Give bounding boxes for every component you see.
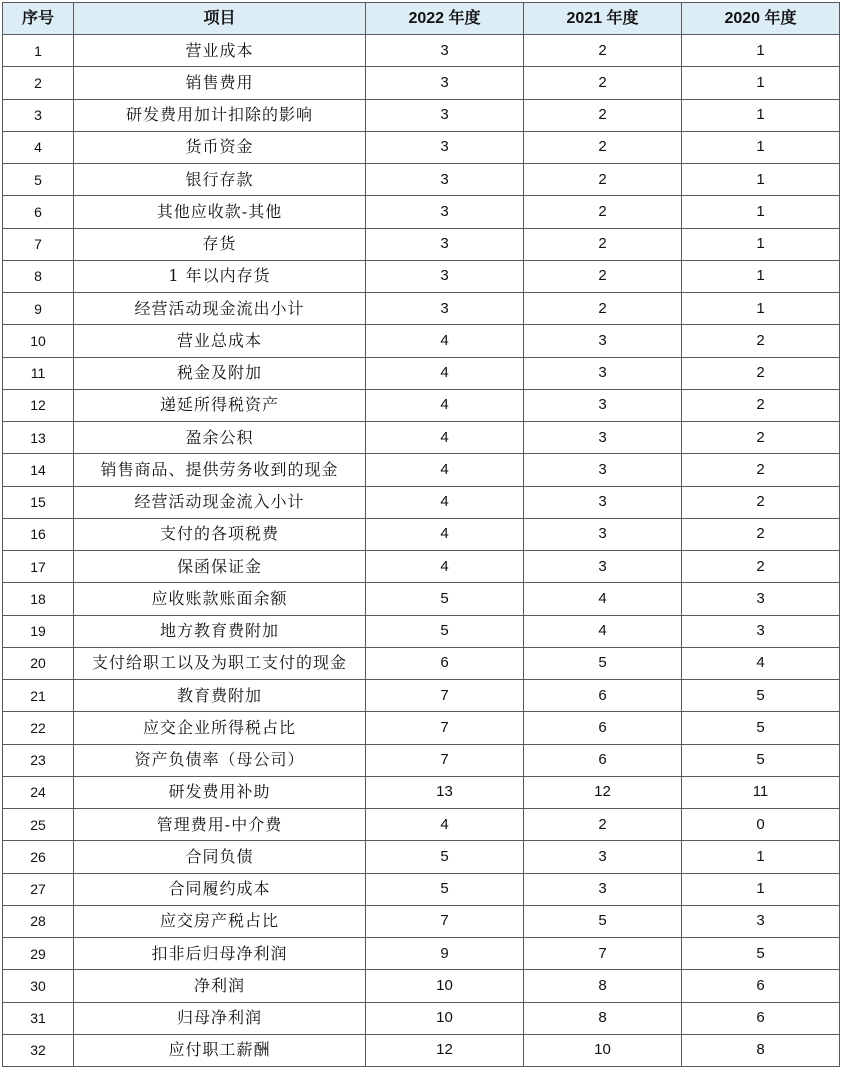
cell-2022: 3 — [366, 67, 524, 99]
table-row — [3, 551, 840, 583]
cell-2020: 1 — [682, 293, 840, 325]
row-item: 应收账款账面余额 — [74, 583, 366, 615]
row-item: 教育费附加 — [74, 680, 366, 712]
table-row — [3, 841, 840, 873]
header-year-2020: 2020 年度 — [682, 3, 840, 35]
cell-2021: 2 — [524, 164, 682, 196]
row-index: 3 — [3, 99, 74, 131]
table-row — [3, 164, 840, 196]
row-index: 24 — [3, 776, 74, 808]
cell-2020: 1 — [682, 260, 840, 292]
cell-2021: 2 — [524, 260, 682, 292]
cell-2021: 2 — [524, 99, 682, 131]
cell-2021: 3 — [524, 454, 682, 486]
table-row — [3, 454, 840, 486]
row-item: 应交房产税占比 — [74, 905, 366, 937]
row-item: 1 年以内存货 — [74, 260, 366, 292]
row-item: 支付给职工以及为职工支付的现金 — [74, 647, 366, 679]
row-index: 21 — [3, 680, 74, 712]
cell-2020: 1 — [682, 164, 840, 196]
row-item: 银行存款 — [74, 164, 366, 196]
cell-2022: 9 — [366, 938, 524, 970]
row-index: 10 — [3, 325, 74, 357]
cell-2021: 8 — [524, 1002, 682, 1034]
cell-2022: 3 — [366, 228, 524, 260]
cell-2022: 3 — [366, 99, 524, 131]
cell-2022: 3 — [366, 35, 524, 67]
row-index: 19 — [3, 615, 74, 647]
row-index: 2 — [3, 67, 74, 99]
row-item: 保函保证金 — [74, 551, 366, 583]
row-index: 8 — [3, 260, 74, 292]
cell-2022: 4 — [366, 357, 524, 389]
table-row — [3, 970, 840, 1002]
cell-2022: 13 — [366, 776, 524, 808]
cell-2020: 2 — [682, 357, 840, 389]
cell-2020: 3 — [682, 615, 840, 647]
table-row — [3, 293, 840, 325]
header-year-2021: 2021 年度 — [524, 3, 682, 35]
cell-2021: 6 — [524, 744, 682, 776]
cell-2022: 5 — [366, 583, 524, 615]
cell-2021: 3 — [524, 325, 682, 357]
cell-2020: 2 — [682, 389, 840, 421]
cell-2021: 4 — [524, 583, 682, 615]
cell-2020: 1 — [682, 196, 840, 228]
header-index: 序号 — [3, 3, 74, 35]
table-row — [3, 99, 840, 131]
cell-2021: 10 — [524, 1034, 682, 1066]
row-item: 存货 — [74, 228, 366, 260]
cell-2022: 12 — [366, 1034, 524, 1066]
table-row — [3, 389, 840, 421]
cell-2022: 4 — [366, 325, 524, 357]
header-item: 项目 — [74, 3, 366, 35]
cell-2021: 2 — [524, 293, 682, 325]
table-row — [3, 196, 840, 228]
row-index: 12 — [3, 389, 74, 421]
row-item: 合同负债 — [74, 841, 366, 873]
table-body — [3, 35, 840, 1067]
cell-2021: 2 — [524, 35, 682, 67]
row-item: 营业成本 — [74, 35, 366, 67]
cell-2021: 12 — [524, 776, 682, 808]
cell-2022: 4 — [366, 551, 524, 583]
table-row — [3, 228, 840, 260]
cell-2020: 5 — [682, 680, 840, 712]
cell-2021: 3 — [524, 873, 682, 905]
table-row — [3, 938, 840, 970]
cell-2022: 3 — [366, 196, 524, 228]
cell-2020: 2 — [682, 551, 840, 583]
cell-2021: 3 — [524, 389, 682, 421]
row-item: 研发费用补助 — [74, 776, 366, 808]
row-index: 17 — [3, 551, 74, 583]
cell-2020: 2 — [682, 518, 840, 550]
row-item: 销售商品、提供劳务收到的现金 — [74, 454, 366, 486]
table-row — [3, 422, 840, 454]
cell-2022: 3 — [366, 164, 524, 196]
row-item: 地方教育费附加 — [74, 615, 366, 647]
table-row — [3, 325, 840, 357]
row-item: 经营活动现金流入小计 — [74, 486, 366, 518]
cell-2020: 2 — [682, 454, 840, 486]
row-index: 16 — [3, 518, 74, 550]
cell-2022: 4 — [366, 422, 524, 454]
row-index: 22 — [3, 712, 74, 744]
row-item: 应交企业所得税占比 — [74, 712, 366, 744]
table-row — [3, 744, 840, 776]
row-index: 32 — [3, 1034, 74, 1066]
row-index: 31 — [3, 1002, 74, 1034]
table-row — [3, 67, 840, 99]
cell-2020: 2 — [682, 325, 840, 357]
cell-2020: 1 — [682, 99, 840, 131]
table-row — [3, 1034, 840, 1066]
row-item: 税金及附加 — [74, 357, 366, 389]
cell-2021: 2 — [524, 131, 682, 163]
cell-2021: 6 — [524, 680, 682, 712]
cell-2022: 10 — [366, 1002, 524, 1034]
row-item: 管理费用-中介费 — [74, 809, 366, 841]
cell-2020: 2 — [682, 486, 840, 518]
cell-2020: 1 — [682, 131, 840, 163]
cell-2021: 3 — [524, 551, 682, 583]
row-index: 27 — [3, 873, 74, 905]
cell-2021: 3 — [524, 486, 682, 518]
row-index: 30 — [3, 970, 74, 1002]
cell-2020: 5 — [682, 744, 840, 776]
row-item: 经营活动现金流出小计 — [74, 293, 366, 325]
table-row — [3, 131, 840, 163]
row-item: 货币资金 — [74, 131, 366, 163]
row-item: 合同履约成本 — [74, 873, 366, 905]
table-row — [3, 776, 840, 808]
cell-2022: 7 — [366, 905, 524, 937]
cell-2021: 3 — [524, 518, 682, 550]
cell-2020: 6 — [682, 1002, 840, 1034]
cell-2021: 5 — [524, 905, 682, 937]
cell-2022: 6 — [366, 647, 524, 679]
row-item: 营业总成本 — [74, 325, 366, 357]
row-index: 1 — [3, 35, 74, 67]
table-row — [3, 35, 840, 67]
cell-2020: 11 — [682, 776, 840, 808]
row-item: 归母净利润 — [74, 1002, 366, 1034]
cell-2022: 3 — [366, 260, 524, 292]
row-index: 23 — [3, 744, 74, 776]
row-index: 11 — [3, 357, 74, 389]
cell-2022: 3 — [366, 293, 524, 325]
cell-2022: 7 — [366, 712, 524, 744]
table-row — [3, 809, 840, 841]
row-item: 资产负债率（母公司） — [74, 744, 366, 776]
cell-2021: 3 — [524, 357, 682, 389]
cell-2021: 7 — [524, 938, 682, 970]
table-row — [3, 1002, 840, 1034]
cell-2020: 3 — [682, 583, 840, 615]
cell-2022: 3 — [366, 131, 524, 163]
cell-2022: 4 — [366, 389, 524, 421]
cell-2022: 5 — [366, 615, 524, 647]
cell-2021: 2 — [524, 809, 682, 841]
cell-2020: 1 — [682, 873, 840, 905]
header-year-2022: 2022 年度 — [366, 3, 524, 35]
row-item: 净利润 — [74, 970, 366, 1002]
row-index: 14 — [3, 454, 74, 486]
row-item: 销售费用 — [74, 67, 366, 99]
cell-2021: 5 — [524, 647, 682, 679]
cell-2020: 5 — [682, 712, 840, 744]
cell-2022: 7 — [366, 744, 524, 776]
cell-2020: 4 — [682, 647, 840, 679]
row-item: 支付的各项税费 — [74, 518, 366, 550]
cell-2022: 7 — [366, 680, 524, 712]
table-row — [3, 873, 840, 905]
table-row — [3, 647, 840, 679]
row-item: 盈余公积 — [74, 422, 366, 454]
cell-2021: 2 — [524, 228, 682, 260]
row-index: 26 — [3, 841, 74, 873]
row-index: 9 — [3, 293, 74, 325]
row-index: 18 — [3, 583, 74, 615]
cell-2022: 10 — [366, 970, 524, 1002]
cell-2021: 3 — [524, 422, 682, 454]
cell-2020: 2 — [682, 422, 840, 454]
cell-2021: 4 — [524, 615, 682, 647]
data-table — [2, 2, 840, 1067]
cell-2020: 0 — [682, 809, 840, 841]
cell-2022: 5 — [366, 873, 524, 905]
row-index: 7 — [3, 228, 74, 260]
row-item: 应付职工薪酬 — [74, 1034, 366, 1066]
row-index: 15 — [3, 486, 74, 518]
row-index: 5 — [3, 164, 74, 196]
cell-2021: 2 — [524, 196, 682, 228]
row-index: 20 — [3, 647, 74, 679]
table-row — [3, 905, 840, 937]
row-index: 6 — [3, 196, 74, 228]
row-index: 29 — [3, 938, 74, 970]
row-index: 25 — [3, 809, 74, 841]
row-item: 其他应收款-其他 — [74, 196, 366, 228]
header-row — [3, 3, 840, 35]
table-row — [3, 680, 840, 712]
cell-2020: 5 — [682, 938, 840, 970]
cell-2021: 3 — [524, 841, 682, 873]
cell-2020: 8 — [682, 1034, 840, 1066]
row-index: 28 — [3, 905, 74, 937]
cell-2022: 4 — [366, 518, 524, 550]
cell-2022: 5 — [366, 841, 524, 873]
row-index: 4 — [3, 131, 74, 163]
row-item: 研发费用加计扣除的影响 — [74, 99, 366, 131]
table-row — [3, 583, 840, 615]
cell-2020: 1 — [682, 841, 840, 873]
row-item: 递延所得税资产 — [74, 389, 366, 421]
cell-2020: 3 — [682, 905, 840, 937]
table-row — [3, 260, 840, 292]
cell-2020: 6 — [682, 970, 840, 1002]
cell-2021: 8 — [524, 970, 682, 1002]
cell-2022: 4 — [366, 809, 524, 841]
table-row — [3, 518, 840, 550]
row-index: 13 — [3, 422, 74, 454]
cell-2021: 6 — [524, 712, 682, 744]
cell-2021: 2 — [524, 67, 682, 99]
table-row — [3, 712, 840, 744]
table-row — [3, 615, 840, 647]
cell-2022: 4 — [366, 486, 524, 518]
table-row — [3, 357, 840, 389]
cell-2022: 4 — [366, 454, 524, 486]
cell-2020: 1 — [682, 35, 840, 67]
table-row — [3, 486, 840, 518]
cell-2020: 1 — [682, 228, 840, 260]
row-item: 扣非后归母净利润 — [74, 938, 366, 970]
cell-2020: 1 — [682, 67, 840, 99]
